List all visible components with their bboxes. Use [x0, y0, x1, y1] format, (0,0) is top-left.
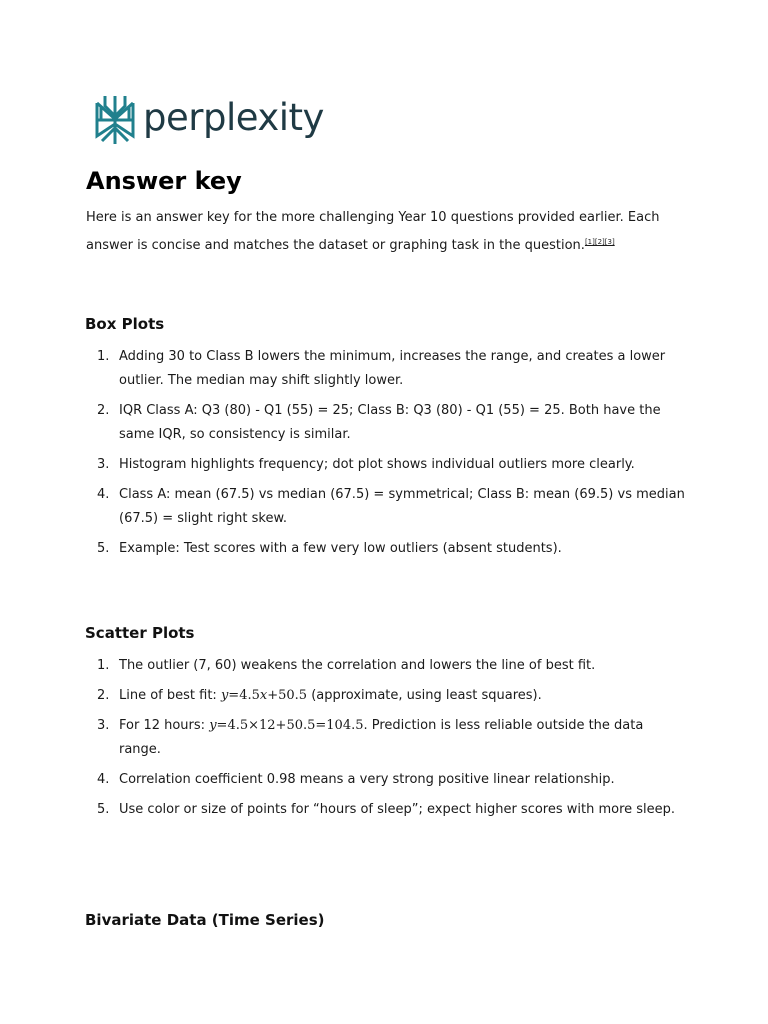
- perplexity-logo: [93, 92, 324, 148]
- item-text: Class A: mean (67.5) vs median (67.5) = symmetrical; Class B: mean (69.5) vs median (67.5) = slight right skew.: [119, 487, 685, 526]
- math-coefficient: =4.5: [228, 688, 260, 703]
- math-variable-y: y: [209, 718, 217, 733]
- citation-links[interactable]: [1][2][3]: [584, 238, 615, 246]
- math-variable-y: y: [220, 688, 229, 703]
- section-heading-bivariate: Bivariate Data (Time Series): [85, 911, 325, 929]
- list-item: [85, 483, 685, 531]
- section-heading-box-plots: Box Plots: [85, 315, 165, 333]
- item-text: Histogram highlights frequency; dot plot shows individual outliers more clearly.: [119, 457, 635, 472]
- list-item: [85, 399, 685, 447]
- item-number: 2.: [97, 688, 110, 703]
- math-expression: =4.5×12+50.5=104.5: [216, 718, 364, 733]
- section-heading-scatter-plots: Scatter Plots: [85, 624, 195, 642]
- intro-text: Here is an answer key for the more challenging Year 10 questions provided earlier. Each answer is concise and matches the dataset or graphing task in the question.: [86, 210, 660, 253]
- scatter-plots-answer-list: [85, 654, 685, 828]
- item-text: Use color or size of points for “hours of sleep”; expect higher scores with more sleep.: [119, 802, 676, 817]
- item-text: IQR Class A: Q3 (80) - Q1 (55) = 25; Class B: Q3 (80) - Q1 (55) = 25. Both have the same IQR, so consistency is similar.: [119, 403, 661, 442]
- item-text: Correlation coefficient 0.98 means a very strong positive linear relationship.: [119, 772, 615, 787]
- item-prefix: Line of best fit:: [119, 688, 221, 703]
- logo-wordmark: perplexity: [143, 95, 324, 139]
- item-suffix: (approximate, using least squares).: [307, 688, 542, 703]
- item-number: 3.: [97, 718, 110, 733]
- math-variable-x: x: [259, 688, 268, 703]
- item-number: 5.: [97, 802, 110, 817]
- list-item: [85, 798, 685, 822]
- item-suffix: . Prediction is less reliable outside the data range.: [119, 718, 644, 757]
- item-number: 3.: [97, 457, 110, 472]
- math-constant: +50.5: [267, 688, 308, 703]
- list-item: [85, 684, 685, 708]
- equation: [209, 718, 363, 733]
- perplexity-logo-icon: [93, 94, 137, 146]
- item-number: 4.: [97, 487, 110, 502]
- list-item: [85, 654, 685, 678]
- item-number: 1.: [97, 658, 110, 673]
- intro-paragraph: [86, 206, 686, 258]
- item-text: The outlier (7, 60) weakens the correlation and lowers the line of best fit.: [119, 658, 596, 673]
- page-title: Answer key: [86, 167, 242, 195]
- list-item: [85, 768, 685, 792]
- item-text: Adding 30 to Class B lowers the minimum, increases the range, and creates a lower outlier. The median may shift slightly lower.: [119, 349, 666, 388]
- item-number: 1.: [97, 349, 110, 364]
- item-number: 5.: [97, 541, 110, 556]
- list-item: [85, 714, 685, 762]
- box-plots-answer-list: [85, 345, 685, 567]
- item-number: 4.: [97, 772, 110, 787]
- item-prefix: For 12 hours:: [119, 718, 210, 733]
- equation: [221, 688, 307, 703]
- item-number: 2.: [97, 403, 110, 418]
- list-item: [85, 345, 685, 393]
- list-item: [85, 537, 685, 561]
- list-item: [85, 453, 685, 477]
- item-text: Example: Test scores with a few very low outliers (absent students).: [119, 541, 562, 556]
